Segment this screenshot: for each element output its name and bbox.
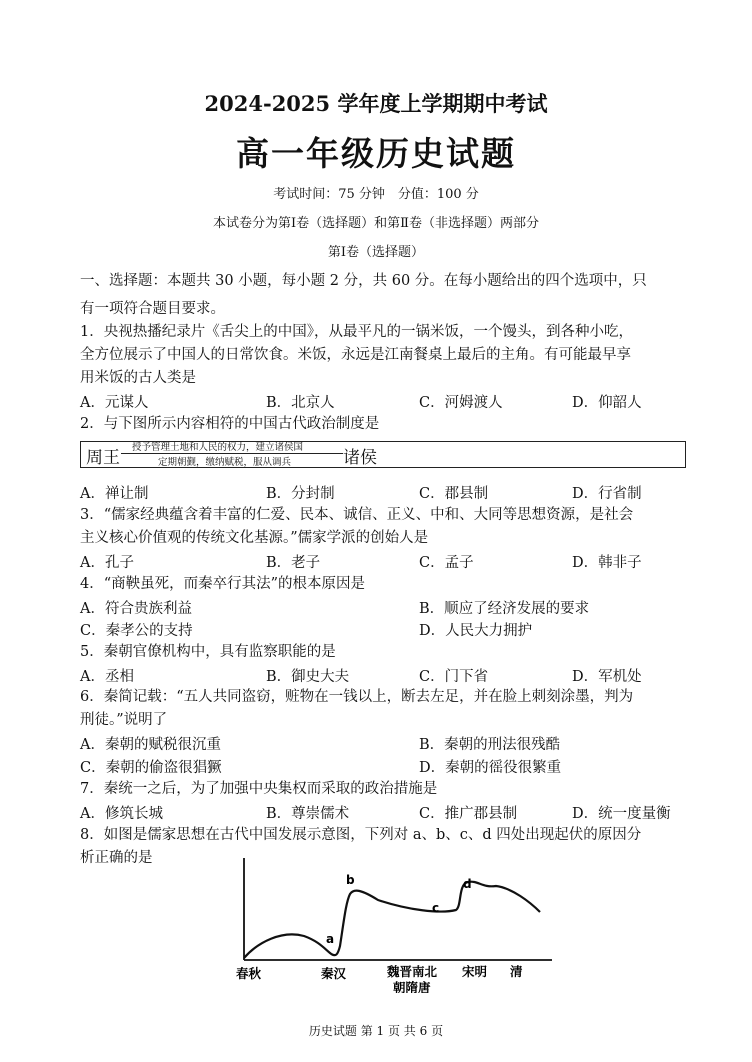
option-a: A．元谋人 — [80, 395, 149, 411]
point-label-d: d — [463, 877, 472, 891]
option-d: D．韩非子 — [572, 555, 642, 571]
point-label-a: a — [326, 932, 335, 946]
option-d: D．军机处 — [572, 669, 642, 685]
option-c: C．推广郡县制 — [419, 806, 518, 822]
question-text: 1．央视热播纪录片《舌尖上的中国》，从最平凡的一锅米饭，一个馒头，到各种小吃， — [80, 324, 633, 340]
diagram-right-label: 诸侯 — [343, 448, 377, 468]
question-text: 刑徒。”说明了 — [80, 712, 168, 728]
question-text: 3．“儒家经典蕴含着丰富的仁爱、民本、诚信、正义、中和、大同等思想资源，是社会 — [80, 507, 634, 523]
page-footer: 历史试题 第 1 页 共 6 页 — [308, 1024, 444, 1038]
option-c: C．孟子 — [419, 555, 474, 571]
diagram-left-label: 周王 — [86, 448, 120, 468]
development-curve — [244, 882, 540, 958]
option-a: A．丞相 — [80, 669, 134, 685]
diagram-bottom-text: 定期朝觐，缴纳赋税，服从调兵 — [158, 457, 292, 468]
instructions-line: 有一项符合题目要求。 — [80, 301, 225, 317]
instructions-line: 一、选择题：本题共 30 小题，每小题 2 分，共 60 分。在每小题给出的四个选项中，只 — [80, 273, 647, 289]
question-text: 6．秦简记载：“五人共同盗窃，赃物在一钱以上，断去左足，并在脸上刺刻涂墨，判为 — [80, 689, 634, 705]
option-c: C．河姆渡人 — [419, 395, 503, 411]
option-c: C．秦朝的偷盗很猖獗 — [80, 760, 222, 776]
question-text: 2．与下图所示内容相符的中国古代政治制度是 — [80, 416, 380, 432]
diagram-top-text: 授予管理土地和人民的权力，建立诸侯国 — [132, 442, 304, 453]
axis-label-songming: 宋明 — [462, 964, 488, 979]
part1-heading: 第Ⅰ卷（选择题） — [327, 245, 425, 260]
option-b: B．顺应了经济发展的要求 — [419, 601, 590, 617]
axis-label-chunqiu: 春秋 — [236, 966, 262, 981]
option-c: C．门下省 — [419, 669, 489, 685]
option-a: A．秦朝的赋税很沉重 — [80, 737, 221, 753]
option-d: D．行省制 — [572, 486, 642, 502]
point-label-c: c — [432, 901, 440, 915]
question-text: 用米饭的古人类是 — [80, 370, 196, 386]
option-c: C．郡县制 — [419, 486, 489, 502]
question-text: 全方位展示了中国人的日常饮食。米饭，永远是江南餐桌上最后的主角。有可能最早享 — [80, 347, 631, 363]
question-text: 主义核心价值观的传统文化基源。”儒家学派的创始人是 — [80, 530, 429, 546]
axis-label-weijin: 魏晋南北 — [387, 964, 438, 979]
option-b: B．秦朝的刑法很残酷 — [419, 737, 561, 753]
question-text: 8．如图是儒家思想在古代中国发展示意图，下列对 a、b、c、d 四处出现起伏的原因分 — [80, 827, 642, 843]
axis-label-qinhan: 秦汉 — [321, 966, 347, 981]
exam-subject-title: 高一年级历史试题 — [236, 134, 516, 173]
option-a: A．孔子 — [80, 555, 134, 571]
exam-title: 2024-2025 学年度上学期期中考试 — [204, 91, 548, 116]
point-label-b: b — [346, 873, 355, 887]
enfeoffment-diagram — [80, 441, 686, 468]
option-b: B．北京人 — [266, 395, 335, 411]
exam-info: 考试时间：75 分钟 分值：100 分 — [273, 187, 479, 202]
option-c: C．秦孝公的支持 — [80, 623, 193, 639]
option-a: A．修筑长城 — [80, 806, 163, 822]
option-a: A．符合贵族利益 — [80, 601, 192, 617]
option-b: B．老子 — [266, 555, 321, 571]
option-d: D．人民大力拥护 — [419, 623, 533, 639]
question-text: 4．“商鞅虽死，而秦卒行其法”的根本原因是 — [80, 576, 366, 592]
question-text: 7．秦统一之后，为了加强中央集权而采取的政治措施是 — [80, 781, 438, 797]
option-b: B．分封制 — [266, 486, 335, 502]
option-a: A．禅让制 — [80, 486, 149, 502]
option-d: D．仰韶人 — [572, 395, 642, 411]
question-text: 5．秦朝官僚机构中，具有监察职能的是 — [80, 644, 336, 660]
option-b: B．御史大夫 — [266, 669, 350, 685]
confucianism-development-figure — [230, 858, 560, 993]
question-text: 析正确的是 — [80, 850, 153, 866]
option-d: D．秦朝的徭役很繁重 — [419, 760, 562, 776]
option-d: D．统一度量衡 — [572, 806, 671, 822]
exam-parts-note: 本试卷分为第Ⅰ卷（选择题）和第Ⅱ卷（非选择题）两部分 — [213, 216, 539, 231]
option-b: B．尊崇儒术 — [266, 806, 350, 822]
axis-label-suitang: 朝隋唐 — [393, 980, 431, 993]
axis-label-qing: 清 — [510, 964, 523, 979]
